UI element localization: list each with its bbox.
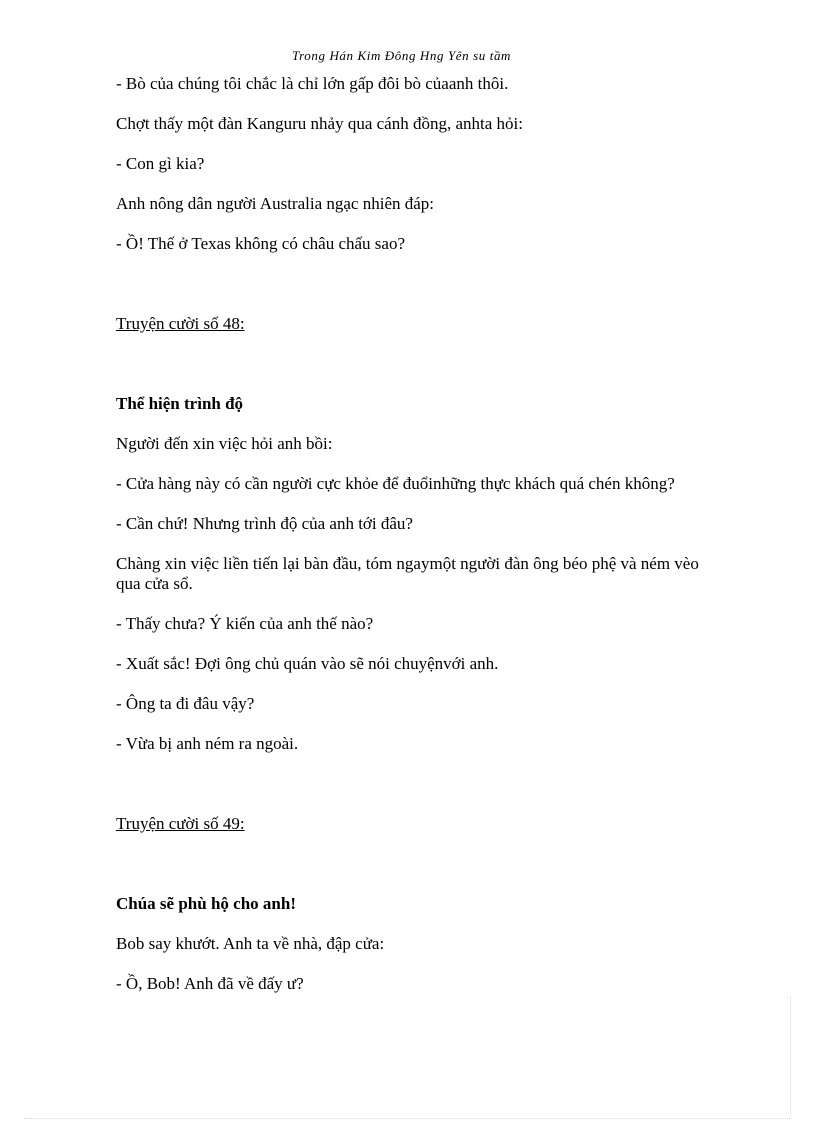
paragraph: Anh nông dân người Australia ngạc nhiên đáp: <box>116 194 435 213</box>
page-bottom-border <box>24 1118 792 1119</box>
blank-line <box>116 774 716 814</box>
page-header: Trong Hán Kim Đông Hng Yên su tầm <box>292 48 512 63</box>
paragraph: Chợt thấy một đàn Kanguru nhảy qua cánh đồng, anhta hỏi: <box>116 114 523 133</box>
story-number-heading: Truyện cười số 49: <box>116 814 245 833</box>
paragraph: - Thấy chưa? Ý kiến của anh thế nào? <box>116 614 374 633</box>
paragraph: - Ồ! Thế ở Texas không có châu chấu sao? <box>116 234 405 253</box>
story-title: Thể hiện trình độ <box>116 394 244 413</box>
paragraph: - Cần chứ! Nhưng trình độ của anh tới đâu? <box>116 514 413 533</box>
paragraph: Bob say khướt. Anh ta về nhà, đập cửa: <box>116 934 385 953</box>
page-right-border <box>790 996 791 1117</box>
story-title: Chúa sẽ phù hộ cho anh! <box>116 894 296 913</box>
blank-line <box>116 274 716 314</box>
paragraph: - Xuất sắc! Đợi ông chủ quán vào sẽ nói chuyệnvới anh. <box>116 654 499 673</box>
story-number-heading: Truyện cười số 48: <box>116 314 245 333</box>
blank-line <box>116 854 716 894</box>
paragraph: - Cửa hàng này có cần người cực khỏe để đuổinhững thực khách quá chén không? <box>116 474 675 493</box>
document-body <box>116 74 716 1014</box>
paragraph: - Ông ta đi đâu vậy? <box>116 694 255 713</box>
paragraph: - Ồ, Bob! Anh đã về đấy ư? <box>116 974 304 993</box>
paragraph: - Vừa bị anh ném ra ngoài. <box>116 734 299 753</box>
paragraph: - Bò của chúng tôi chắc là chỉ lớn gấp đôi bò củaanh thôi. <box>116 74 509 93</box>
blank-line <box>116 354 716 394</box>
paragraph: Người đến xin việc hỏi anh bồi: <box>116 434 333 453</box>
paragraph: - Con gì kia? <box>116 154 205 173</box>
paragraph: Chàng xin việc liền tiến lại bàn đầu, tóm ngaymột người đàn ông béo phệ và ném vèo qua cửa sổ. <box>116 554 699 593</box>
